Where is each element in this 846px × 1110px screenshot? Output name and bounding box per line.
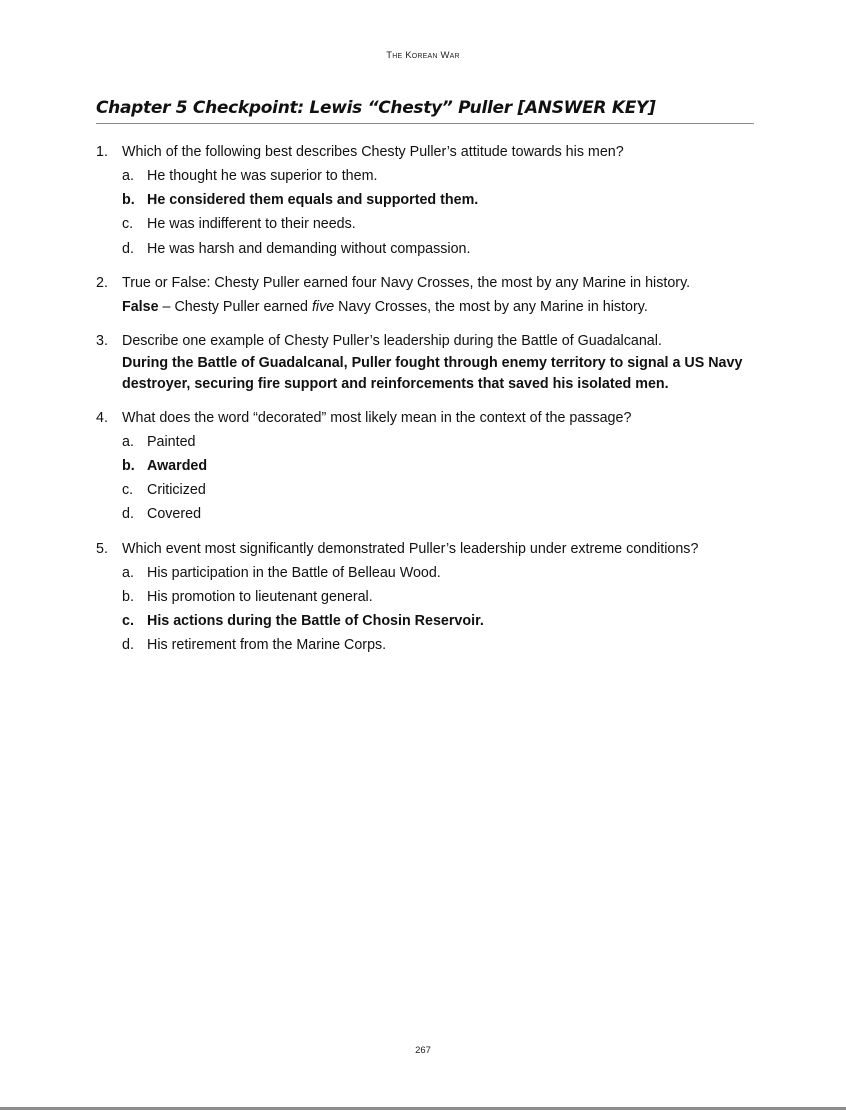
option-b-correct	[122, 188, 756, 212]
option-text: Awarded	[147, 458, 208, 475]
question-text: Which event most significantly demonstrated Puller’s leadership under extreme conditions?	[122, 540, 699, 557]
option-b-correct	[122, 454, 756, 478]
question-text: Describe one example of Chesty Puller’s leadership during the Battle of Guadalcanal.	[122, 332, 662, 349]
option-text: He was harsh and demanding without compassion.	[147, 240, 471, 257]
option-text: He was indifferent to their needs.	[147, 216, 356, 233]
question-text: Which of the following best describes Chesty Puller’s attitude towards his men?	[122, 144, 624, 160]
question-4	[96, 406, 756, 527]
option-text: His participation in the Battle of Belleau Wood.	[147, 564, 441, 581]
option-a	[122, 164, 756, 188]
option-text: His actions during the Battle of Chosin Reservoir.	[147, 613, 484, 630]
option-letter: a.	[122, 433, 134, 450]
option-text: His promotion to lieutenant general.	[147, 588, 373, 605]
question-list	[96, 140, 756, 667]
question-number: 3.	[96, 332, 108, 349]
option-text: Criticized	[147, 482, 206, 499]
answer-label: False	[122, 298, 159, 315]
question-2	[96, 271, 756, 319]
option-letter: b.	[122, 192, 135, 209]
option-letter: d.	[122, 506, 134, 523]
option-a	[122, 561, 756, 585]
question-number: 1.	[96, 144, 108, 160]
question-text: True or False: Chesty Puller earned four Navy Crosses, the most by any Marine in history.	[122, 274, 691, 291]
option-letter: b.	[122, 588, 134, 605]
option-letter: a.	[122, 168, 134, 184]
option-d	[122, 502, 756, 526]
option-list	[96, 561, 756, 658]
option-letter: c.	[122, 482, 134, 499]
option-letter: a.	[122, 564, 134, 581]
option-list	[96, 430, 756, 527]
option-text: His retirement from the Marine Corps.	[147, 637, 387, 654]
page-number: 267	[415, 1045, 431, 1056]
page-title: Chapter 5 Checkpoint: Lewis “Chesty” Puller [ANSWER KEY]	[96, 98, 754, 124]
question-number: 5.	[96, 540, 108, 557]
option-c	[122, 212, 756, 236]
question-5	[96, 537, 756, 658]
answer-part: Navy Crosses, the most by any Marine in history.	[334, 298, 648, 315]
answer-emphasis: five	[311, 298, 335, 315]
option-d	[122, 237, 756, 261]
option-letter: d.	[122, 637, 134, 654]
question-1	[96, 140, 756, 261]
option-a	[122, 430, 756, 454]
running-head: The Korean War	[386, 50, 460, 61]
option-d	[122, 633, 756, 657]
answer-part: – Chesty Puller earned	[158, 298, 312, 315]
question-number: 2.	[96, 274, 108, 291]
option-letter: b.	[122, 458, 135, 475]
option-letter: c.	[122, 613, 134, 630]
question-3	[96, 329, 756, 396]
option-text: Covered	[147, 506, 202, 523]
answer-text: During the Battle of Guadalcanal, Puller fought through enemy territory to signal a US Navy destroyer, securing fire support and reinforcements that saved his isolated men.	[122, 354, 743, 393]
option-c-correct	[122, 609, 756, 633]
option-letter: c.	[122, 216, 134, 233]
option-letter: d.	[122, 240, 134, 257]
answer-text	[96, 295, 756, 319]
question-text: What does the word “decorated” most likely mean in the context of the passage?	[122, 409, 632, 426]
option-text: He considered them equals and supported them.	[147, 192, 479, 209]
option-b	[122, 585, 756, 609]
option-list	[96, 164, 756, 261]
option-c	[122, 478, 756, 502]
question-number: 4.	[96, 409, 108, 426]
option-text: He thought he was superior to them.	[147, 168, 378, 184]
option-text: Painted	[147, 433, 196, 450]
